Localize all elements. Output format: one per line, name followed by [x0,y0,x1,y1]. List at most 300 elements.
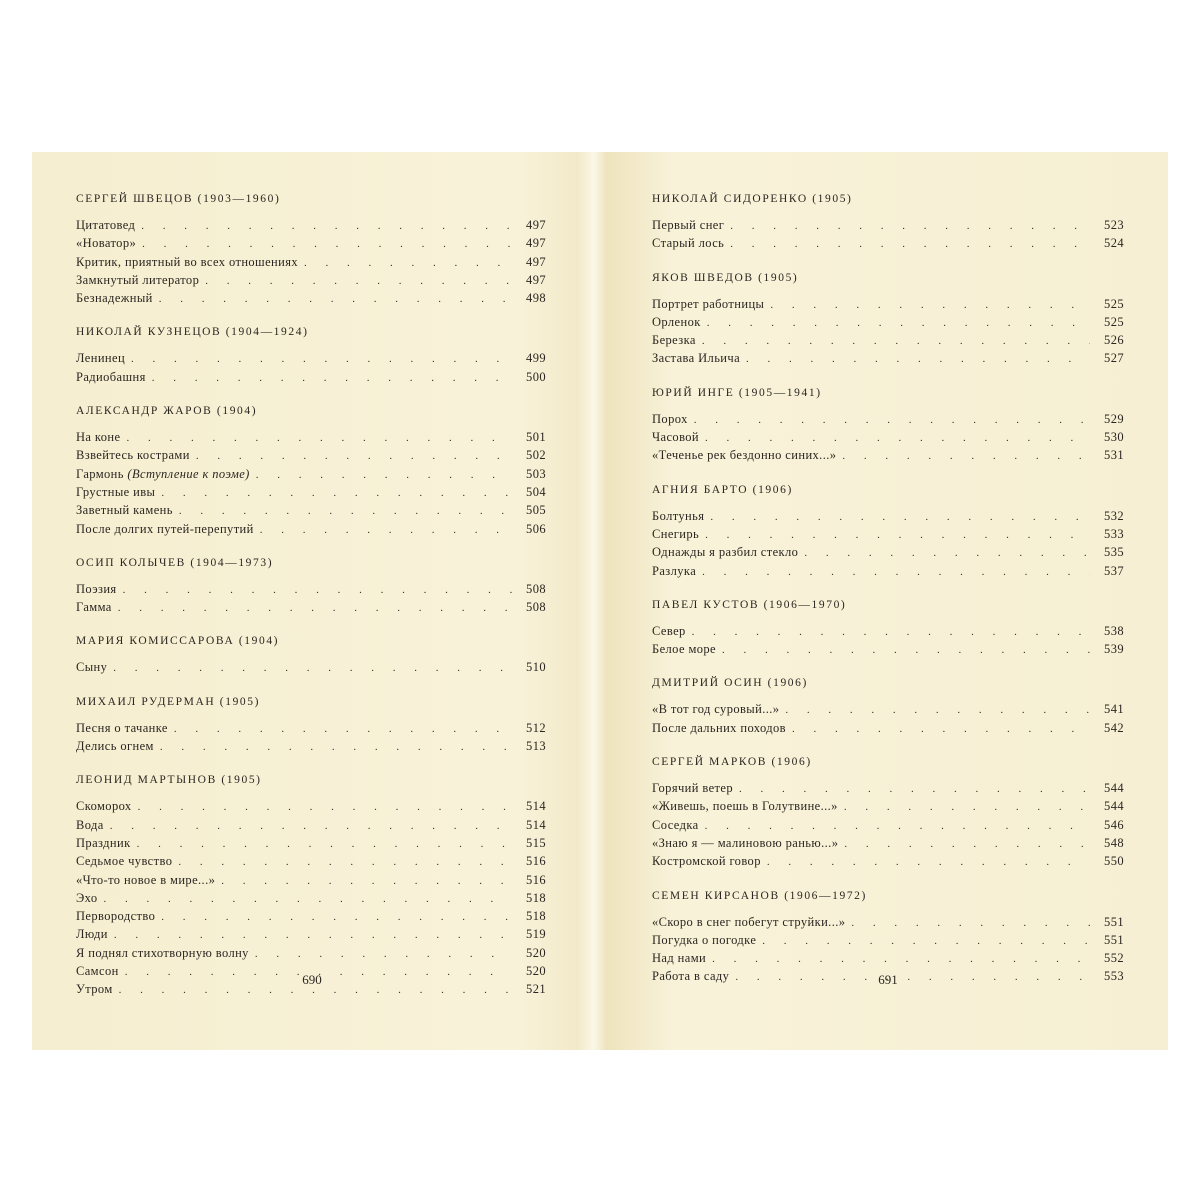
entry-title-text: Застава Ильича [652,351,741,366]
toc-entry [652,562,1124,580]
section-spacer [76,307,546,321]
entry-title [652,949,706,967]
entry-title-text: Грустные ивы [76,484,156,499]
entry-title-text: «Живешь, поешь в Голутвине...» [652,799,838,814]
section-spacer [76,755,546,769]
dot-leader [260,521,512,539]
author-heading: ПАВЕЛ КУСТОВ (1906—1970) [652,598,847,611]
entry-title [652,622,686,640]
toc-entry [76,871,546,889]
toc-entry [76,483,546,501]
entry-page-number: 518 [526,890,546,905]
entry-title [76,598,112,616]
entry-title-text: Белое море [652,642,716,657]
entry-title-text: Эхо [76,890,98,905]
toc-entry [76,289,546,307]
section-spacer [76,386,546,400]
entry-title-text: Горячий ветер [652,781,734,796]
author-heading: НИКОЛАЙ СИДОРЕНКО (1905) [652,193,853,205]
dot-leader [152,369,512,387]
entry-title [76,980,113,998]
entry-title-text: «Знаю я — малиновою ранью...» [652,835,839,850]
entry-title [652,852,761,870]
dot-leader [710,508,1090,526]
entry-page-number: 553 [1104,969,1124,984]
entry-title [652,834,838,852]
author-section [652,188,1124,267]
author-heading: ЛЕОНИД МАРТЫНОВ (1905) [76,774,262,787]
dot-leader [255,945,512,963]
toc-entry [76,719,546,737]
dot-leader [844,798,1090,816]
toc-entry [76,446,546,464]
author-section [76,188,546,321]
toc-entry [76,216,546,234]
dot-leader [770,296,1090,314]
toc-entry [76,944,546,962]
entry-page-number: 548 [1104,835,1124,850]
toc-entry [76,907,546,925]
toc-entry [652,428,1124,446]
entry-title-text: Над нами [652,951,707,966]
section-spacer [652,253,1124,267]
entry-title-text: Север [652,623,686,638]
entry-page-number: 500 [526,369,546,384]
entry-page-number: 520 [526,964,546,979]
author-heading: ДМИТРИЙ ОСИН (1906) [652,677,808,690]
entry-page-number: 546 [1104,817,1124,832]
entry-title [652,797,838,815]
entry-page-number: 505 [526,503,546,518]
entry-title-text: «Новатор» [76,236,137,251]
toc-entry [652,700,1124,718]
entry-page-number: 515 [526,835,546,850]
entry-page-number: 514 [526,799,546,814]
entry-page-number: 504 [526,484,546,499]
entry-title [652,428,699,446]
dot-leader [179,502,512,520]
entry-title [652,313,701,331]
toc-entry [652,234,1124,252]
entry-title [652,331,696,349]
author-section [652,885,1124,986]
dot-leader [160,738,512,756]
entry-title [652,913,845,931]
dot-leader [702,332,1090,350]
entry-page-number: 526 [1104,333,1124,348]
entry-page-number: 518 [526,909,546,924]
entry-title-text: Болтунья [652,508,705,523]
dot-leader [702,563,1090,581]
entry-page-number: 516 [526,872,546,887]
toc-entry [76,834,546,852]
entry-title [76,658,107,676]
dot-leader [722,641,1090,659]
author-heading: НИКОЛАЙ КУЗНЕЦОВ (1904—1924) [76,326,309,339]
entry-page-number: 530 [1104,430,1124,445]
entry-title-text: Однажды я разбил стекло [652,545,799,560]
dot-leader [138,798,512,816]
entry-title [76,834,131,852]
toc-entry [652,949,1124,967]
dot-leader [694,411,1090,429]
dot-leader [131,350,512,368]
section-spacer [76,616,546,630]
toc-entry [76,925,546,943]
entry-page-number: 532 [1104,508,1124,523]
entry-page-number: 497 [526,218,546,232]
dot-leader [123,581,512,599]
entry-title-text: Старый лось [652,236,725,251]
section-spacer [76,538,546,552]
entry-title-text: Первородство [76,909,156,924]
entry-title [76,271,199,289]
entry-title [76,797,132,815]
entry-page-number: 525 [1104,314,1124,329]
entry-title [76,889,97,907]
dot-leader [804,544,1090,562]
entry-title-text: Порох [652,411,688,426]
entry-title [76,446,190,464]
entry-page-number: 516 [526,854,546,869]
author-section [652,479,1124,594]
author-section [76,769,546,998]
entry-title [76,216,135,234]
toc-entry [76,737,546,755]
entry-title [76,368,146,386]
entry-title-text: Делись огнем [76,739,154,754]
toc-entry [76,889,546,907]
entry-page-number: 523 [1104,218,1124,232]
section-spacer [652,580,1124,594]
entry-title-note: (Вступление к поэме) [127,466,250,481]
entry-title [76,944,249,962]
entry-title [652,525,699,543]
author-section [76,630,546,690]
entry-page-number: 512 [526,720,546,735]
section-spacer [76,677,546,691]
dot-leader [126,429,512,447]
entry-page-number: 497 [526,272,546,287]
entry-title-text: Вода [76,817,104,832]
entry-title-text: Самсон [76,964,119,979]
entry-page-number: 525 [1104,296,1124,311]
entry-page-number: 539 [1104,642,1124,657]
entry-title-text: После долгих путей-перепутий [76,521,254,536]
entry-title-text: Портрет работницы [652,296,765,311]
entry-page-number: 527 [1104,351,1124,366]
section-spacer [652,465,1124,479]
entry-title [652,507,704,525]
toc-entry [76,501,546,519]
toc-entry [652,622,1124,640]
dot-leader [137,835,512,853]
entry-title [76,253,298,271]
dot-leader [221,872,512,890]
entry-page-number: 541 [1104,702,1124,717]
dot-leader [739,780,1090,798]
entry-page-number: 502 [526,448,546,463]
toc-entry [652,295,1124,313]
toc-entry [652,543,1124,561]
entry-title [652,234,724,252]
entry-page-number: 544 [1104,781,1124,796]
entry-page-number: 508 [526,581,546,596]
dot-leader [707,314,1090,332]
dot-leader [730,217,1090,235]
entry-title [76,483,155,501]
entry-title [76,465,250,483]
author-heading: СЕМЕН КИРСАНОВ (1906—1972) [652,889,867,902]
entry-title-text: Поэзия [76,581,117,596]
dot-leader [851,914,1090,932]
dot-leader [705,429,1090,447]
dot-leader [159,290,512,308]
author-section [76,552,546,631]
toc-entry [76,658,546,676]
toc-entry [76,349,546,367]
dot-leader [142,235,512,253]
toc-entry [76,253,546,271]
entry-title [76,871,215,889]
entry-title [652,816,699,834]
entry-title [652,931,756,949]
entry-page-number: 524 [1104,236,1124,251]
author-heading: МИХАИЛ РУДЕРМАН (1905) [76,695,261,708]
entry-page-number: 503 [526,466,546,481]
section-spacer [652,658,1124,672]
toc-entry [652,834,1124,852]
author-section [652,382,1124,479]
toc-entry [652,852,1124,870]
toc-entry [76,797,546,815]
entry-page-number: 538 [1104,623,1124,638]
dot-leader [844,835,1090,853]
entry-page-number: 497 [526,254,546,269]
entry-title [652,967,729,985]
entry-title [652,700,779,718]
author-heading: СЕРГЕЙ МАРКОВ (1906) [652,756,812,769]
toc-entry [76,465,546,483]
entry-title-text: Взвейтесь кострами [76,448,190,463]
entry-title [652,216,724,234]
page-number-right: 691 [878,972,898,987]
entry-title-text: Песня о тачанке [76,720,168,735]
author-section [76,400,546,552]
toc-entry [76,520,546,538]
entry-title-text: Замкнутый литератор [76,272,200,287]
author-section [652,672,1124,751]
entry-title-text: «Что-то новое в мире...» [76,872,216,887]
dot-leader [762,932,1090,950]
entry-page-number: 533 [1104,526,1124,541]
toc-entry [76,580,546,598]
dot-leader [712,950,1090,968]
entry-title [652,562,696,580]
toc-entry [652,816,1124,834]
author-section [652,267,1124,382]
dot-leader [705,526,1090,544]
dot-leader [118,599,512,617]
dot-leader [110,817,512,835]
entry-title [76,852,172,870]
entry-page-number: 535 [1104,545,1124,560]
dot-leader [178,853,512,871]
entry-title-text: Безнадежный [76,291,153,306]
toc-entry [652,779,1124,797]
entry-title [76,580,117,598]
dot-leader [304,254,512,272]
entry-page-number: 531 [1104,448,1124,463]
entry-title [76,962,119,980]
toc-entry [652,525,1124,543]
author-section [76,321,546,400]
entry-title [76,289,153,307]
toc-entry [652,446,1124,464]
entry-title-text: Разлука [652,563,697,578]
entry-title-text: Работа в саду [652,969,730,984]
dot-leader [103,890,512,908]
toc-entry [652,331,1124,349]
entry-title-text: «В тот год суровый...» [652,702,780,717]
author-heading: МАРИЯ КОМИССАРОВА (1904) [76,635,280,648]
entry-title [652,410,688,428]
entry-title-text: Березка [652,333,696,348]
author-heading: АЛЕКСАНДР ЖАРОВ (1904) [76,405,258,418]
dot-leader [113,659,512,677]
author-section [76,691,546,770]
entry-title-text: Гамма [76,600,112,615]
toc-entry [76,271,546,289]
entry-page-number: 542 [1104,720,1124,735]
entry-title-text: Седьмое чувство [76,854,173,869]
entry-title [652,719,786,737]
entry-page-number: 521 [526,982,546,997]
dot-leader [256,466,512,484]
entry-title-text: Праздник [76,835,131,850]
entry-title-text: Цитатовед [76,218,136,232]
entry-title-text: Люди [76,927,108,942]
entry-title [76,234,136,252]
section-spacer [652,737,1124,751]
dot-leader [785,701,1090,719]
dot-leader [705,817,1090,835]
author-section [652,594,1124,673]
entry-page-number: 537 [1104,563,1124,578]
entry-title [652,349,740,367]
page-number-left: 690 [302,972,322,987]
entry-title-text: Снегирь [652,526,700,541]
entry-title [652,640,716,658]
entry-title [76,925,108,943]
entry-page-number: 551 [1104,932,1124,947]
dot-leader [141,217,512,235]
toc-entry [76,816,546,834]
dot-leader [205,272,512,290]
author-heading: АГНИЯ БАРТО (1906) [652,483,793,496]
toc-entry [652,410,1124,428]
entry-page-number: 520 [526,945,546,960]
entry-title [76,816,104,834]
toc-entry [652,349,1124,367]
entry-title-text: Орленок [652,314,701,329]
entry-title [76,501,173,519]
toc-entry [652,719,1124,737]
entry-title-text: Утром [76,982,113,997]
section-spacer [652,871,1124,885]
entry-title-text: «Теченье рек бездонно синих...» [652,448,837,463]
entry-title-text: Часовой [652,430,700,445]
entry-title-text: Заветный камень [76,503,173,518]
entry-title-text: После дальних походов [652,720,786,735]
entry-page-number: 508 [526,600,546,615]
entry-page-number: 529 [1104,411,1124,426]
dot-leader [174,720,512,738]
toc-entry [652,640,1124,658]
entry-title-text: Костромской говор [652,854,761,869]
entry-title [76,428,120,446]
entry-title [76,349,125,367]
entry-page-number: 501 [526,430,546,445]
toc-entry [652,313,1124,331]
toc-entry [76,852,546,870]
author-heading: ОСИП КОЛЫЧЕВ (1904—1973) [76,556,274,569]
entry-page-number: 551 [1104,914,1124,929]
toc-entry [652,216,1124,234]
dot-leader [161,908,512,926]
entry-page-number: 514 [526,817,546,832]
entry-page-number: 513 [526,739,546,754]
author-section [652,751,1124,884]
entry-title-text: Ленинец [76,351,126,366]
entry-title [652,295,764,313]
right-toc-column [652,188,1124,986]
entry-title-text: Сыну [76,660,108,675]
dot-leader [114,926,512,944]
entry-page-number: 519 [526,927,546,942]
entry-page-number: 510 [526,660,546,675]
entry-title-text: Я поднял стихотворную волну [76,945,249,960]
entry-title [652,446,836,464]
dot-leader [842,447,1090,465]
entry-title [76,520,254,538]
entry-title-text: На коне [76,430,121,445]
toc-entry [652,913,1124,931]
dot-leader [746,350,1090,368]
dot-leader [730,235,1090,253]
author-heading: ЯКОВ ШВЕДОВ (1905) [652,271,799,284]
entry-title-text: Погудка о погодке [652,932,757,947]
entry-title-text: Радиобашня [76,369,146,384]
entry-title [652,543,798,561]
entry-title-text: Соседка [652,817,699,832]
dot-leader [767,853,1090,871]
entry-title [76,719,168,737]
dot-leader [161,484,512,502]
toc-entry [76,428,546,446]
toc-entry [76,598,546,616]
entry-page-number: 497 [526,236,546,251]
toc-entry [76,368,546,386]
entry-page-number: 499 [526,351,546,366]
author-heading: ЮРИЙ ИНГЕ (1905—1941) [652,386,822,399]
dot-leader [196,447,512,465]
entry-page-number: 506 [526,521,546,536]
entry-title-text: Скоморох [76,799,132,814]
left-toc-column [76,188,546,999]
author-heading: СЕРГЕЙ ШВЕЦОВ (1903—1960) [76,193,281,205]
entry-title [76,907,155,925]
